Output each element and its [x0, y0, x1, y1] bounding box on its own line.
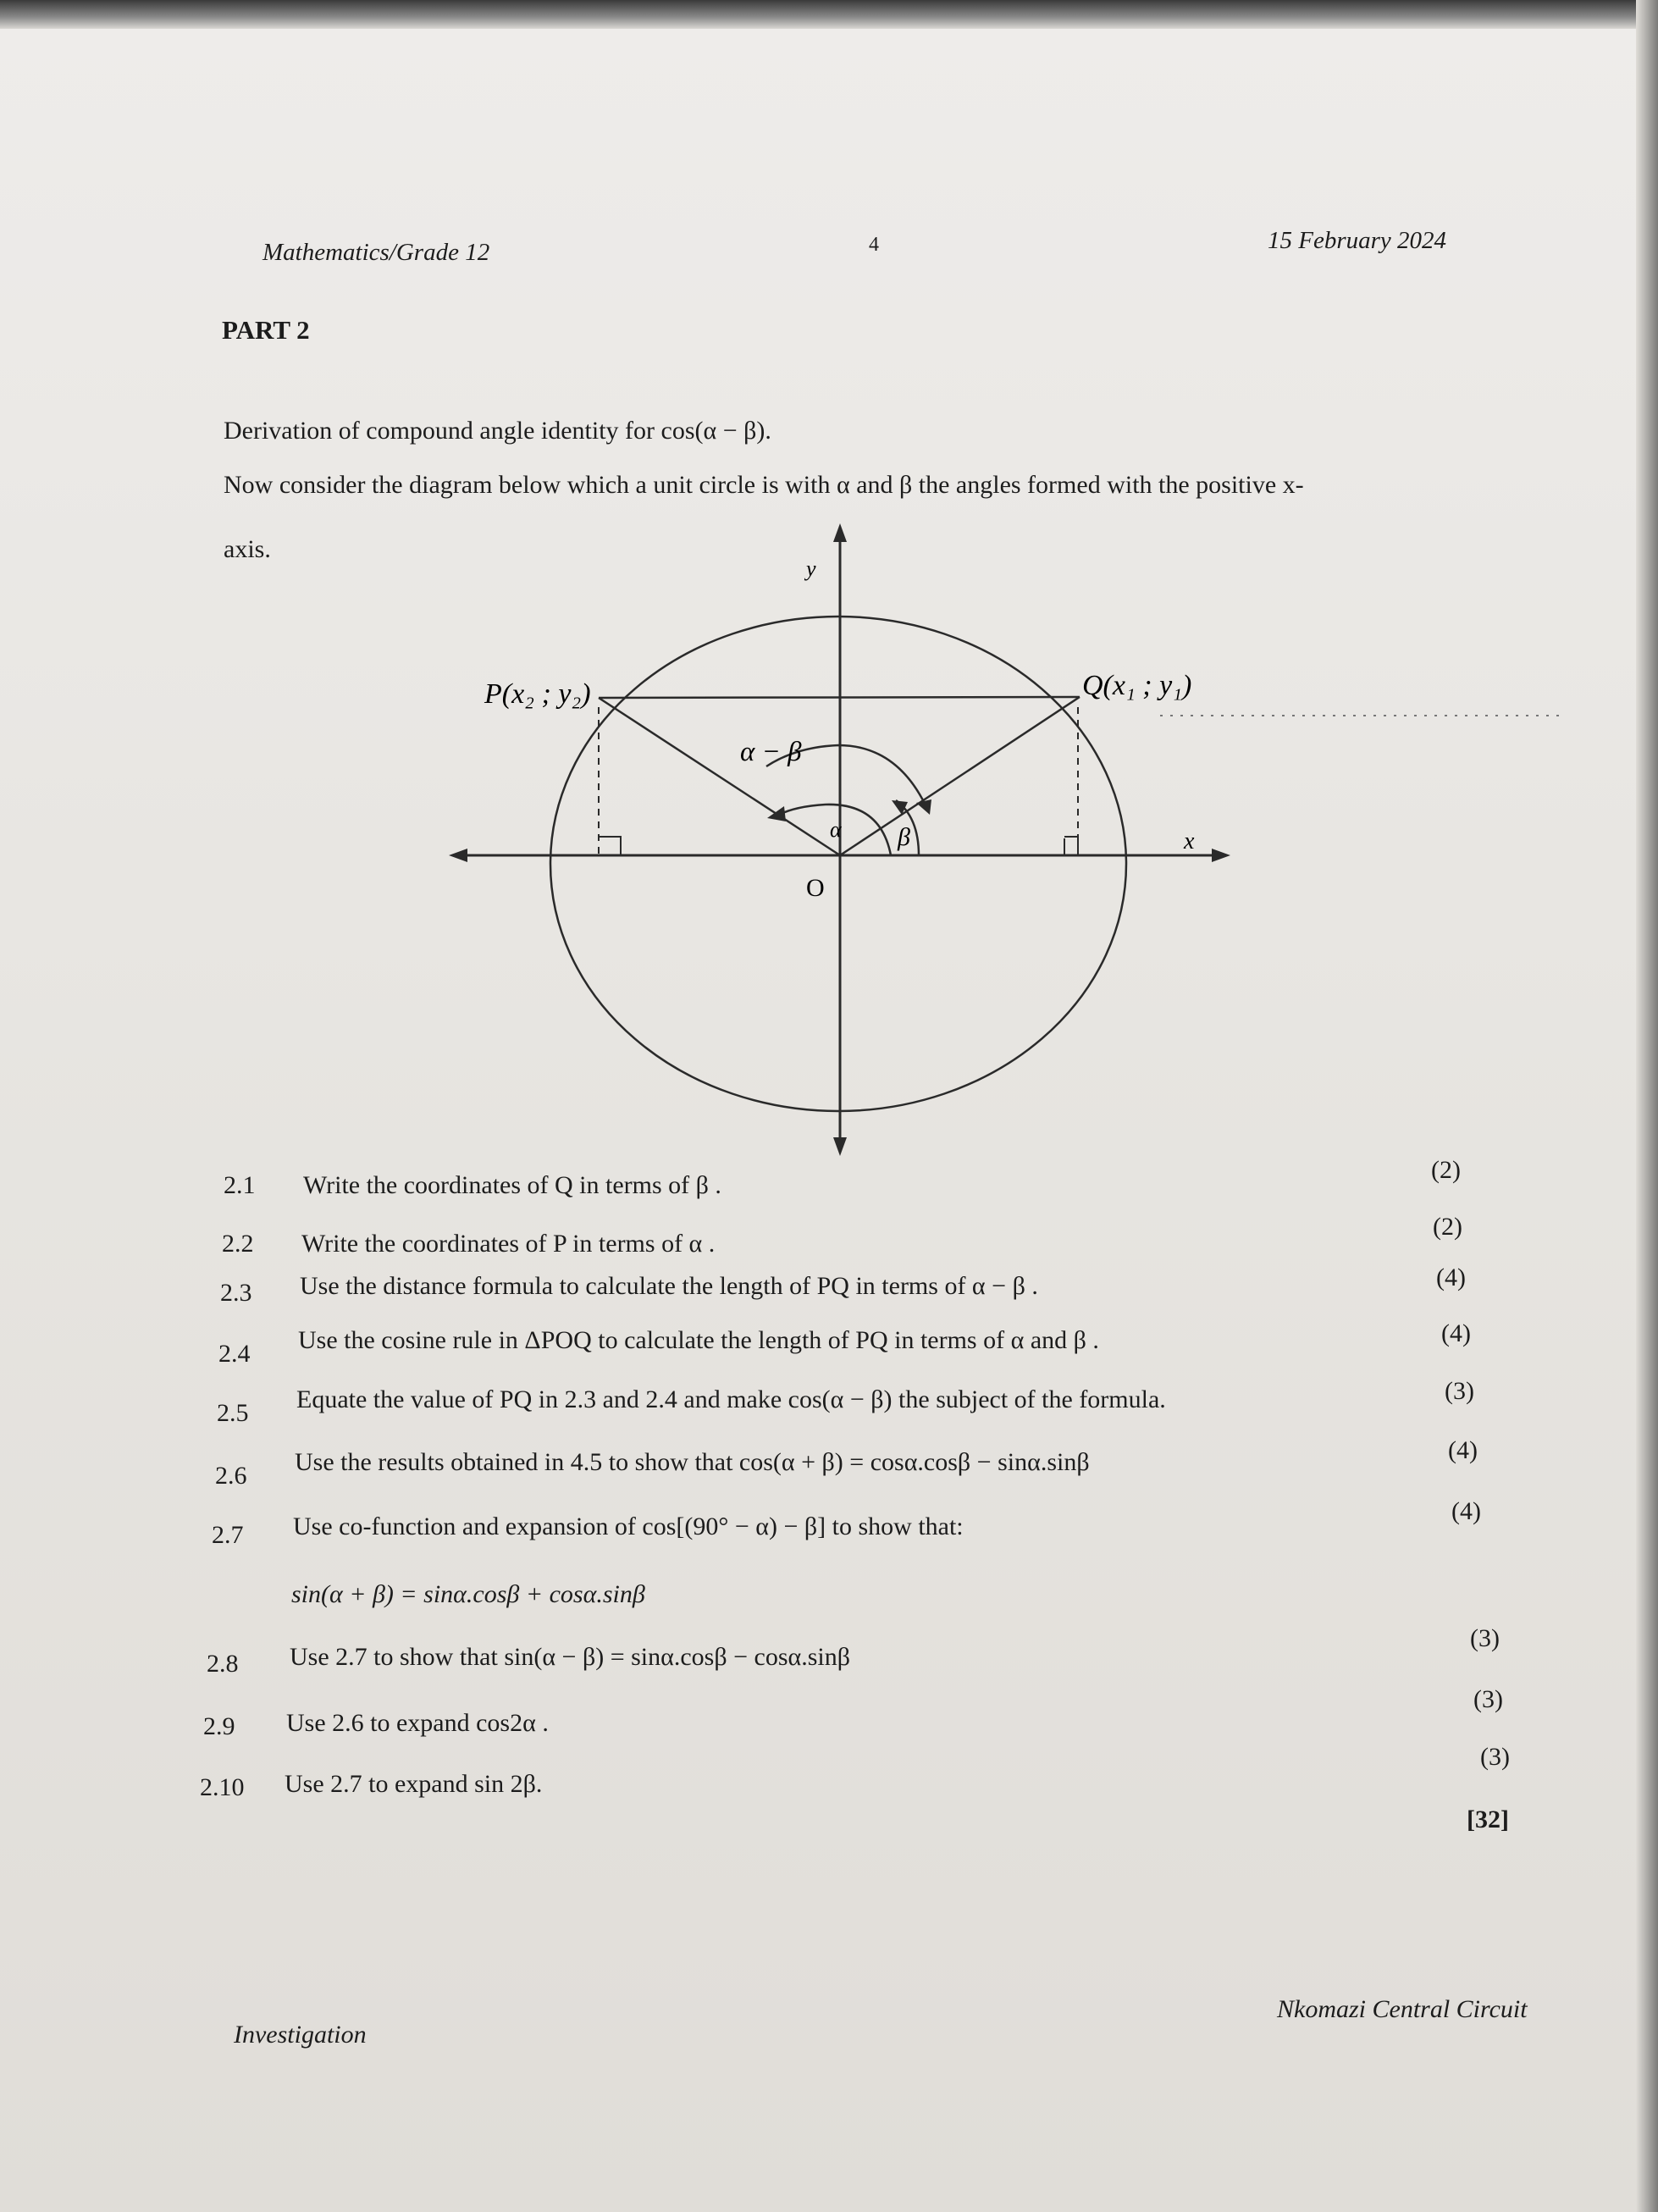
total-marks: [32] — [1467, 1806, 1509, 1833]
header-page-number: 4 — [869, 234, 879, 256]
origin-label: O — [806, 874, 825, 902]
intro-line-3: axis. — [224, 535, 271, 563]
question-text: Use co-function and expansion of cos[(90° − α) − β] to show that: — [293, 1512, 964, 1540]
question-text: Use 2.7 to show that sin(α − β) = sinα.cosβ − cosα.sinβ — [290, 1643, 851, 1671]
question-text: Use the cosine rule in ΔPOQ to calculate the length of PQ in terms of α and β . — [298, 1326, 1099, 1354]
x-axis-left-arrow — [449, 849, 467, 862]
question-text: Use 2.7 to expand sin 2β. — [285, 1770, 543, 1798]
question-marks: (3) — [1480, 1743, 1510, 1771]
question-number: 2.10 — [200, 1773, 245, 1801]
question-text: Write the coordinates of P in terms of α . — [301, 1230, 716, 1258]
question-marks: (3) — [1445, 1377, 1474, 1405]
radius-oq — [840, 697, 1080, 855]
y-axis-top-arrow — [833, 523, 847, 542]
alpha-minus-beta-arc-arrow — [916, 799, 931, 815]
question-text: Use 2.6 to expand cos2α . — [286, 1709, 549, 1737]
question-number: 2.3 — [220, 1279, 252, 1307]
question-marks: (4) — [1448, 1436, 1478, 1464]
question-number: 2.5 — [217, 1399, 249, 1427]
point-p-label: P(x₂ ; y₂) — [484, 678, 591, 710]
question-number: 2.8 — [207, 1650, 239, 1678]
question-marks: (4) — [1436, 1264, 1466, 1291]
question-marks: (4) — [1451, 1497, 1481, 1525]
question-number: 2.9 — [203, 1712, 235, 1740]
question-marks: (3) — [1470, 1624, 1500, 1652]
radius-op — [599, 698, 840, 855]
point-q-label: Q(x₁ ; y₁) — [1082, 670, 1192, 701]
chord-pq — [599, 697, 1080, 698]
footer-left: Investigation — [234, 2021, 367, 2049]
intro-line-1: Derivation of compound angle identity for cos(α − β). — [224, 417, 771, 445]
y-axis-bottom-arrow — [833, 1137, 847, 1156]
part-title: PART 2 — [222, 315, 310, 345]
question-marks: (2) — [1431, 1156, 1461, 1184]
question-number: 2.7 — [212, 1521, 244, 1549]
right-angle-p — [599, 837, 621, 855]
question-marks: (2) — [1433, 1213, 1462, 1241]
footer-right: Nkomazi Central Circuit — [1277, 1995, 1528, 2023]
alpha-minus-beta-label: α − β — [740, 737, 802, 767]
question-number: 2.4 — [218, 1340, 251, 1368]
question-number: 2.6 — [215, 1462, 247, 1490]
beta-label: β — [898, 823, 910, 851]
header-subject: Mathematics/Grade 12 — [263, 239, 490, 266]
question-number: 2.1 — [224, 1171, 256, 1199]
question-marks: (3) — [1473, 1685, 1503, 1713]
question-marks: (4) — [1441, 1319, 1471, 1347]
question-text: Use the distance formula to calculate the length of PQ in terms of α − β . — [300, 1272, 1038, 1300]
question-text: Equate the value of PQ in 2.3 and 2.4 and make cos(α − β) the subject of the formula. — [296, 1385, 1166, 1413]
y-axis-label: y — [806, 556, 816, 581]
x-axis-right-arrow — [1212, 849, 1230, 862]
question-2-7-identity: sin(α + β) = sinα.cosβ + cosα.sinβ — [291, 1580, 645, 1608]
unit-circle — [550, 617, 1126, 1111]
question-text: Write the coordinates of Q in terms of β . — [303, 1171, 721, 1199]
question-text: Use the results obtained in 4.5 to show that cos(α + β) = cosα.cosβ − sinα.sinβ — [295, 1448, 1090, 1476]
right-angle-q — [1064, 837, 1078, 855]
alpha-label: α — [830, 817, 842, 842]
intro-line-2: Now consider the diagram below which a unit circle is with α and β the angles formed with the positive x- — [224, 471, 1304, 499]
header-date: 15 February 2024 — [1268, 227, 1447, 254]
question-number: 2.2 — [222, 1230, 254, 1258]
x-axis-label: x — [1184, 828, 1195, 854]
